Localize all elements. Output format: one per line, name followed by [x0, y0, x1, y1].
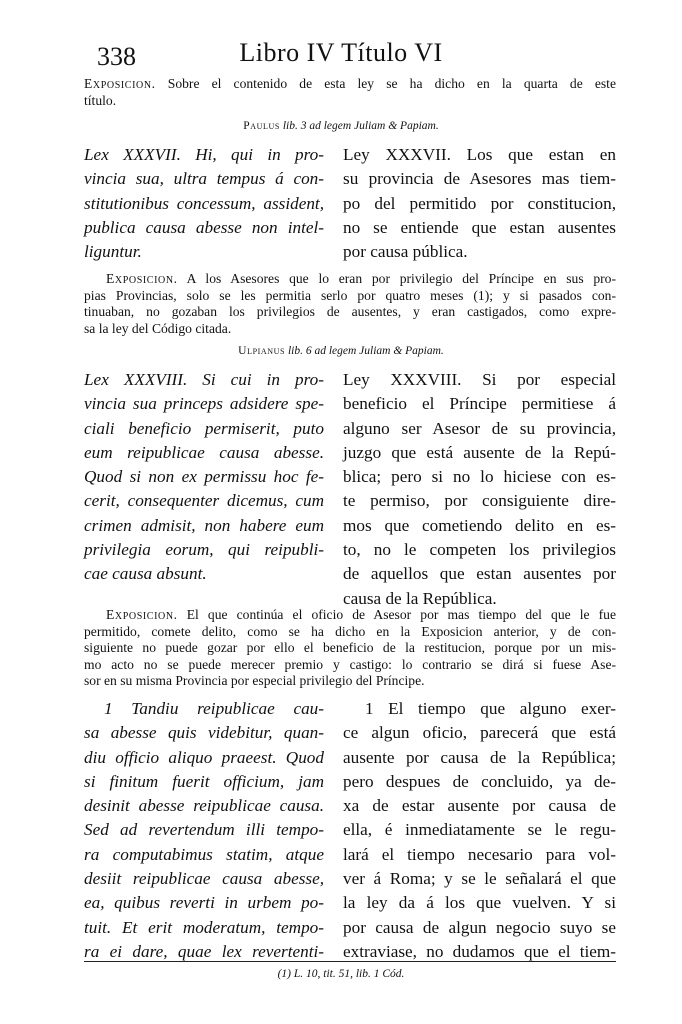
exposition-text: sor en su misma Provincia por especial privilegio del Príncipe.: [84, 673, 425, 688]
text-line: privilegia eorum, qui reipubli-: [84, 540, 324, 560]
exposition-text: permitido, comete delito, como se ha dicho en la Exposicion anterior, y de con-: [84, 623, 616, 639]
exposition-text: siguiente no puede gozar por ello el beneficio de la restitucion, porque por un mis-: [84, 640, 616, 655]
text-line: pero despues de concluido, ya de-: [343, 771, 616, 791]
exposition-text: pias Provincias, solo se les permitia serlo por quatro meses (1); y si pasados con-: [84, 287, 616, 303]
text-line: cae causa absunt.: [84, 564, 207, 584]
text-line: ver á Roma; y se le señalará el que: [343, 869, 616, 889]
source-reference: lib. 3 ad legem Juliam & Papiam.: [279, 120, 439, 132]
intro-exposition: [84, 76, 616, 109]
text-line: tuit. Et erit moderatum, tempo-: [84, 917, 324, 937]
text-line: Lex XXXVIII. Si cui in pro-: [84, 370, 324, 389]
source-reference: lib. 6 ad legem Juliam & Papiam.: [285, 345, 444, 357]
exposition-label: Exposicion.: [84, 76, 156, 91]
exposition-label: Exposicion.: [106, 271, 178, 286]
text-line: juzgo que está ausente de la Repú-: [343, 442, 616, 462]
text-line: la ley da á los que vuelven. Y si: [343, 893, 616, 913]
text-line: Sed ad revertendum illi tempo-: [84, 820, 324, 840]
text-line: cerit, consequenter dicemus, cum: [84, 491, 324, 511]
spanish-text-column: [343, 368, 616, 611]
text-line: to, no le competen los privilegios: [343, 540, 616, 560]
latin-text-column: [84, 368, 324, 587]
spanish-text-column: [343, 143, 616, 264]
exposition-label: Exposicion.: [106, 607, 178, 622]
latin-text-column: [84, 697, 324, 964]
text-line: lará el tiempo necesario para vol-: [343, 844, 616, 864]
page-number: 338: [97, 42, 136, 71]
exposition-text: título.: [84, 92, 117, 108]
exposition-block: [84, 271, 616, 337]
latin-text-column: [84, 143, 324, 264]
text-line: vincia sua princeps adsidere spe-: [84, 394, 324, 414]
page-title: Libro IV Título VI: [239, 38, 443, 67]
text-line: ra ei dare, quae lex revertenti-: [84, 941, 324, 961]
exposition-text: sa la ley del Código citada.: [84, 320, 232, 336]
text-line: no se entiende que estan ausentes: [343, 217, 616, 237]
exposition-block: [84, 607, 616, 690]
exposition-text: mo acto no se puede merecer premio y castigo: lo contrario se dirá si fuese Ase-: [84, 656, 616, 672]
text-line: liguntur.: [84, 242, 142, 262]
footnote: (1) L. 10, tit. 51, lib. 1 Cód.: [277, 968, 405, 980]
text-line: ea, quibus reverti in urbem po-: [84, 893, 324, 913]
text-line: ella, é inmediatamente se le regu-: [343, 820, 616, 840]
exposition-text: A los Asesores que lo eran por privilegio del Príncipe en sus pro-: [177, 271, 616, 286]
spanish-text-column: [343, 697, 616, 964]
text-line: 1 El tiempo que alguno exer-: [365, 699, 616, 718]
text-line: por causa pública.: [343, 242, 468, 262]
text-line: crimen admisit, non habere eum: [84, 515, 324, 535]
source-attribution: [0, 345, 682, 357]
text-line: su provincia de Asesores mas tiem-: [343, 169, 616, 189]
text-line: ciali beneficio permiserit, puto: [84, 418, 324, 438]
text-line: ce algun oficio, parecerá que está: [343, 723, 616, 743]
author-name: Ulpianus: [238, 345, 286, 357]
text-line: beneficio el Príncipe permitiese á: [343, 394, 616, 414]
text-line: publica causa abesse non intel-: [84, 217, 324, 237]
text-line: ausente por causa de la República;: [343, 747, 616, 767]
text-line: de aquellos que estan ausentes por: [343, 564, 616, 584]
source-attribution: [0, 120, 682, 132]
text-line: si finitum fuerit officium, jam: [84, 771, 324, 791]
text-line: Quod si non ex permissu hoc fe-: [84, 467, 324, 487]
exposition-text: Sobre el contenido de esta ley se ha dicho en la quarta de este: [155, 76, 616, 91]
text-line: vincia sua, ultra tempus á con-: [84, 169, 324, 189]
text-line: ra computabimus statim, atque: [84, 844, 324, 864]
text-line: Lex XXXVII. Hi, qui in pro-: [84, 145, 324, 164]
text-line: 1 Tandiu reipublicae cau-: [104, 699, 324, 718]
text-line: causa de la República.: [343, 588, 497, 608]
exposition-text: El que continúa el oficio de Asesor por mas tiempo del que le fue: [177, 607, 616, 622]
text-line: mos que cometiendo delito en es-: [343, 515, 616, 535]
text-line: te permiso, por consiguiente dire-: [343, 491, 616, 511]
text-line: sa abesse quis videbitur, quan-: [84, 723, 324, 743]
text-line: Ley XXXVII. Los que estan en: [343, 145, 616, 164]
text-line: eum reipublicae causa abesse.: [84, 442, 324, 462]
text-line: extraviase, no dudamos que el tiem-: [343, 941, 616, 961]
text-line: alguno ser Asesor de su provincia,: [343, 418, 616, 438]
footnote-divider: [84, 961, 616, 962]
text-line: desiit reipublicae causa abesse,: [84, 869, 324, 889]
text-line: stitutionibus concessum, assident,: [84, 193, 324, 213]
text-line: desinit abesse reipublicae causa.: [84, 796, 324, 816]
text-line: blica; pero si no lo hiciese con es-: [343, 467, 616, 487]
text-line: por causa de algun negocio suyo se: [343, 917, 616, 937]
text-line: po del permitido por constitucion,: [343, 193, 616, 213]
exposition-text: tinuaban, no gozaban los privilegios de ausentes, y eran castigados, como expre-: [84, 304, 616, 319]
text-line: Ley XXXVIII. Si por especial: [343, 370, 616, 389]
author-name: Paulus: [243, 120, 280, 132]
text-line: diu officio aliquo praeest. Quod: [84, 747, 324, 767]
text-line: xa de estar ausente por causa de: [343, 796, 616, 816]
